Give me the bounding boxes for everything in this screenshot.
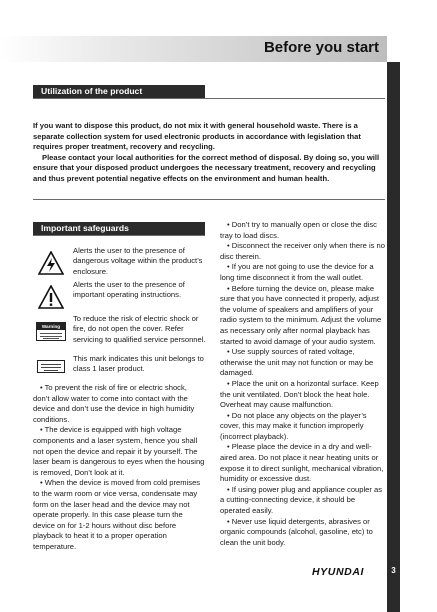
exclamation-warning-icon — [36, 280, 66, 314]
side-strip-top — [387, 36, 400, 62]
list-item: • When the device is moved from cold premises to the warm room or vice versa, condensate may form on the laser head and the device may not operate properly. In this case please turn the device on for 1-2 hours without disc before playback to heat it to a proper operation temperature. — [33, 478, 201, 551]
symbol-row — [36, 246, 206, 280]
safeguards-right-column — [220, 220, 386, 548]
side-strip — [387, 62, 400, 612]
symbol-row — [36, 354, 206, 378]
list-item: • Place the unit on a horizontal surface. Keep the unit ventilated. Don’t block the heat hole. Overheat may cause malfunction. — [220, 378, 379, 410]
warning-label-icon — [36, 314, 66, 348]
divider — [33, 98, 385, 99]
symbol-row — [36, 314, 206, 352]
list-item: • To prevent the risk of fire or electric shock, don’t allow water to come into contact with the device and don’t use the device in high humidity conditions. — [33, 383, 195, 424]
list-item: • The device is equipped with high voltage components and a laser system, hence you shall not open the device and repair it by yourself. The laser beam is dangerous to eyes when the housing is removed, Don’t look at it. — [33, 425, 205, 477]
divider — [33, 235, 205, 236]
symbol-description: Alerts the user to the presence of dangerous voltage within the product’s enclosure. — [73, 246, 203, 276]
symbol-description: Alerts the user to the presence of important operating instructions. — [73, 280, 185, 300]
list-item: • Use supply sources of rated voltage, otherwise the unit may not function or may be damaged. — [220, 347, 374, 378]
list-item: • Before turning the device on, please make sure that you have connected it properly, adjust the volume of speakers and amplifiers of your radio system to the minimum. Adjust the volume as necessary only after normal playback has started to avoid damage of your audio system. — [220, 283, 382, 346]
list-item: • If you are not going to use the device for a long time disconnect it from the wall outlet. — [220, 262, 374, 282]
class1-laser-label-icon — [36, 354, 66, 378]
symbol-row — [36, 280, 206, 314]
page-title: Before you start — [263, 39, 379, 56]
page-number: 3 — [391, 566, 396, 575]
list-item: • If using power plug and appliance coupler as a cutting-connecting device, it should be operated easily. — [220, 484, 383, 516]
divider — [33, 199, 385, 200]
disposal-paragraph-2: Please contact your local authorities for the correct method of disposal. By doing so, you will ensure that your disposed product undergoes the necessary treatment, recovery and recycling and thus prevent potential negative effects on the environment and human health. — [33, 152, 380, 183]
brand-logo: HYUNDAI — [312, 566, 365, 578]
disposal-text — [33, 121, 386, 185]
section-heading-safeguards: Important safeguards — [33, 222, 205, 235]
symbol-description: To reduce the risk of electric shock or fire, do not open the cover. Refer servicing to qualified service personnel. — [73, 314, 206, 344]
list-item: • Do not place any objects on the player’s cover, this may make it function improperly (incorrect playback). — [220, 410, 367, 441]
section-heading-utilization: Utilization of the product — [33, 85, 205, 98]
list-item: • Disconnect the receiver only when there is no disc therein. — [220, 241, 386, 261]
safeguards-left-column — [33, 383, 205, 553]
list-item: • Never use liquid detergents, abrasives or organic compounds (alcohol, gasoline, etc) to clean the unit body. — [220, 516, 373, 547]
warning-label-text: Warning — [37, 323, 65, 330]
list-item: • Don’t try to manually open or close the disc tray to load discs. — [220, 220, 377, 240]
disposal-paragraph-1: If you want to dispose this product, do not mix it with general household waste. There is a separate collection system for used electronic products in accordance with legislation that requires proper treatment, recovery and recycling. — [33, 121, 361, 152]
list-item: • Please place the device in a dry and well-aired area. Do not place it near heating units or expose it to direct sunlight, mechanical vibration, humidity or excessive dust. — [220, 442, 384, 484]
symbol-description: This mark indicates this unit belongs to class 1 laser product. — [73, 354, 204, 374]
header-bar — [0, 36, 387, 62]
lightning-warning-icon — [36, 246, 66, 280]
